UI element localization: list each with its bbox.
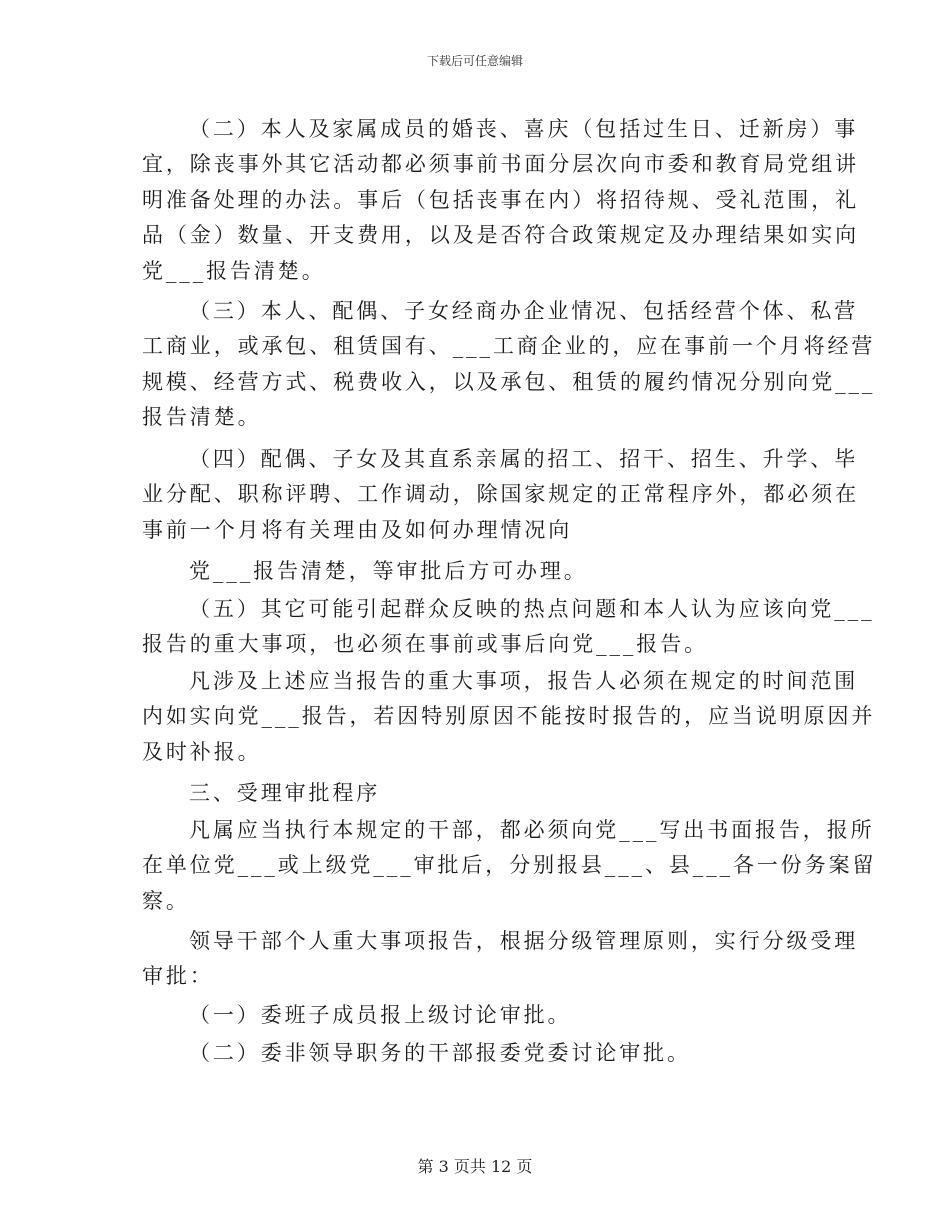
page-header-note: 下载后可任意编辑	[426, 54, 523, 68]
text-line: （一）委班子成员报上级讨论审批。	[189, 1003, 572, 1027]
text-line: 党___报告清楚。	[142, 258, 326, 283]
text-line: 品（金）数量、开支费用，以及是否符合政策规定及办理结果如实向	[142, 223, 859, 248]
text-line: 党___报告清楚，等审批后方可办理。	[189, 559, 588, 583]
text-line: （三）本人、配偶、子女经商办企业情况、包括经营个体、私营	[189, 299, 859, 323]
text-line: 业分配、职称评聘、工作调动，除国家规定的正常程序外，都必须在	[142, 482, 859, 507]
text-line: 明准备处理的办法。事后（包括丧事在内）将招待规、受礼范围，礼	[142, 187, 859, 212]
text-line: （四）配偶、子女及其直系亲属的招工、招干、招生、升学、毕	[189, 447, 859, 471]
text-line: 内如实向党___报告，若因特别原因不能按时报告的，应当说明原因并	[142, 704, 876, 729]
text-line: 三、受理审批程序	[189, 781, 381, 805]
text-line: 规模、经营方式、税费收入，以及承包、租赁的履约情况分别向党___	[142, 369, 876, 394]
text-line: （二）本人及家属成员的婚丧、喜庆（包括过生日、迁新房）事	[189, 117, 859, 141]
paragraph-item-2	[142, 112, 859, 289]
approval-item-1	[142, 998, 807, 1033]
section-heading	[142, 776, 807, 811]
text-line: 在单位党___或上级党___审批后，分别报县___、县___各一份务案留	[142, 853, 877, 878]
approval-item-2	[142, 1036, 807, 1071]
paragraph-tiered-approval	[142, 924, 859, 995]
text-line: （二）委非领导职务的干部报委党委讨论审批。	[189, 1041, 691, 1065]
text-line: 凡涉及上述应当报告的重大事项，报告人必须在规定的时间范围	[189, 669, 859, 693]
paragraph-item-5	[142, 592, 875, 663]
paragraph-item-4	[142, 442, 859, 548]
text-line: 审批：	[142, 964, 214, 989]
text-line: 工商业，或承包、租赁国有、___工商企业的，应在事前一个月将经营	[142, 334, 876, 359]
text-line: 报告清楚。	[142, 405, 262, 430]
paragraph-continuation	[142, 554, 807, 589]
page-number: 第 3 页共 12 页	[417, 1157, 533, 1176]
text-line: 报告的重大事项，也必须在事前或事后向党___报告。	[142, 632, 708, 657]
text-line: 及时补报。	[142, 739, 262, 764]
text-line: 事前一个月将有关理由及如何办理情况向	[142, 517, 573, 542]
text-line: 领导干部个人重大事项报告，根据分级管理原则，实行分级受理	[189, 929, 859, 953]
text-line: （五）其它可能引起群众反映的热点问题和本人认为应该向党___	[189, 597, 875, 621]
paragraph-reporting-rule	[142, 664, 876, 770]
paragraph-item-3	[142, 294, 876, 436]
text-line: 凡属应当执行本规定的干部，都必须向党___写出书面报告，报所	[189, 818, 875, 842]
text-line: 察。	[142, 888, 190, 913]
text-line: 宜，除丧事外其它活动都必须事前书面分层次向市委和教育局党组讲	[142, 152, 859, 177]
paragraph-procedure	[142, 813, 877, 919]
